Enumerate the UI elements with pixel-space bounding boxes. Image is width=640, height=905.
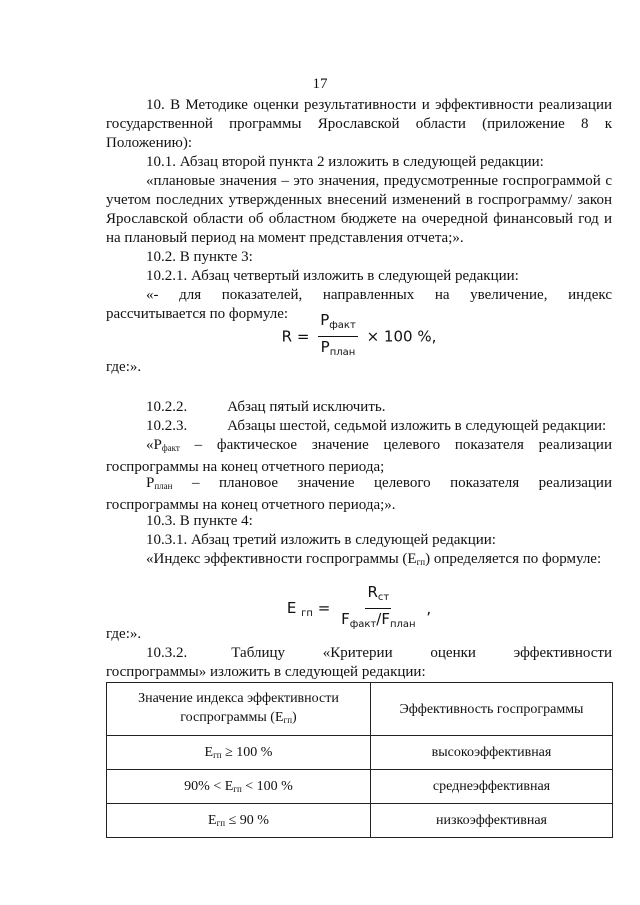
paragraph-10-2-3: 10.2.3. Абзацы шестой, седьмой изложить в следующей редакции: xyxy=(146,418,607,434)
paragraph-10-2-1: 10.2.1. Абзац четвертый изложить в следующей редакции: xyxy=(146,268,519,284)
paragraph-for-indicators: «- для показателей, направленных на увеличение, индекс рассчитывается по формуле: xyxy=(106,287,612,322)
row-result: высокоэффективная xyxy=(371,736,613,770)
row-condition: Егп ≥ 100 % xyxy=(107,736,371,770)
formula-e-rhs: , xyxy=(426,599,432,618)
paragraph-10-3-2: 10.3.2. Таблицу «Критерии оценки эффективности госпрограммы» изложить в следующей редакции: xyxy=(106,645,612,680)
paragraph-10-3: 10.3. В пункте 4: xyxy=(146,513,253,529)
table-row xyxy=(107,736,613,770)
table-header-row xyxy=(107,683,613,736)
header-efficiency: Эффективность госпрограммы xyxy=(371,683,613,736)
formula-r-denominator: $P_{план}$ xyxy=(320,338,356,358)
table-row xyxy=(107,770,613,804)
paragraph-10-2-2: 10.2.2. Абзац пятый исключить. xyxy=(146,399,386,415)
where-label-1: где:». xyxy=(106,359,142,375)
paragraph-10-1: 10.1. Абзац второй пункта 2 изложить в следующей редакции: xyxy=(146,154,544,170)
paragraph-p-fact: «Рфакт – фактическое значение целевого показателя реализации госпрограммы на конец отчетного периода; xyxy=(106,437,612,475)
where-label-2: где:». xyxy=(106,626,142,642)
criteria-table xyxy=(106,682,613,838)
header-index-value: Значение индекса эффективности госпрограммы (Егп) xyxy=(107,683,371,736)
page-number: 17 xyxy=(312,76,328,92)
paragraph-efficiency-index: «Индекс эффективности госпрограммы (Егп) определяется по формуле: xyxy=(146,551,602,567)
paragraph-10-2: 10.2. В пункте 3: xyxy=(146,249,253,265)
table-row xyxy=(107,804,613,838)
row-result: среднеэффективная xyxy=(371,770,613,804)
formula-r-rhs: × 100 %, xyxy=(366,327,437,346)
paragraph-p-plan: Рплан – плановое значение целевого показателя реализации госпрограммы на конец отчетного периода;». xyxy=(106,475,612,513)
row-condition: Егп ≤ 90 % xyxy=(107,804,371,838)
row-condition: 90% < Егп < 100 % xyxy=(107,770,371,804)
formula-r-fraction xyxy=(318,312,358,361)
row-result: низкоэффективная xyxy=(371,804,613,838)
formula-r-numerator: $P_{факт}$ xyxy=(318,312,358,337)
formula-e-lhs: E $_{гп}$ = xyxy=(286,598,331,619)
paragraph-10: 10. В Методике оценки результативности и эффективности реализации государственной программы Ярославской области (приложение 8 к Положению): xyxy=(106,97,612,151)
paragraph-planned-values: «плановые значения – это значения, предусмотренные госпрограммой с учетом последних утвержденных внесений изменений в госпрограмму/ закон Ярославской области об областном бюджете на очередной финансовый год и на плановый период на момент представления отчета;». xyxy=(106,173,612,246)
formula-e-denominator: $F_{факт}/F_{план}$ xyxy=(341,610,416,630)
formula-r xyxy=(106,312,612,361)
paragraph-10-3-1: 10.3.1. Абзац третий изложить в следующей редакции: xyxy=(146,532,496,548)
formula-r-lhs: R = xyxy=(281,327,310,346)
formula-e-numerator: $R_{ст}$ xyxy=(365,584,391,609)
